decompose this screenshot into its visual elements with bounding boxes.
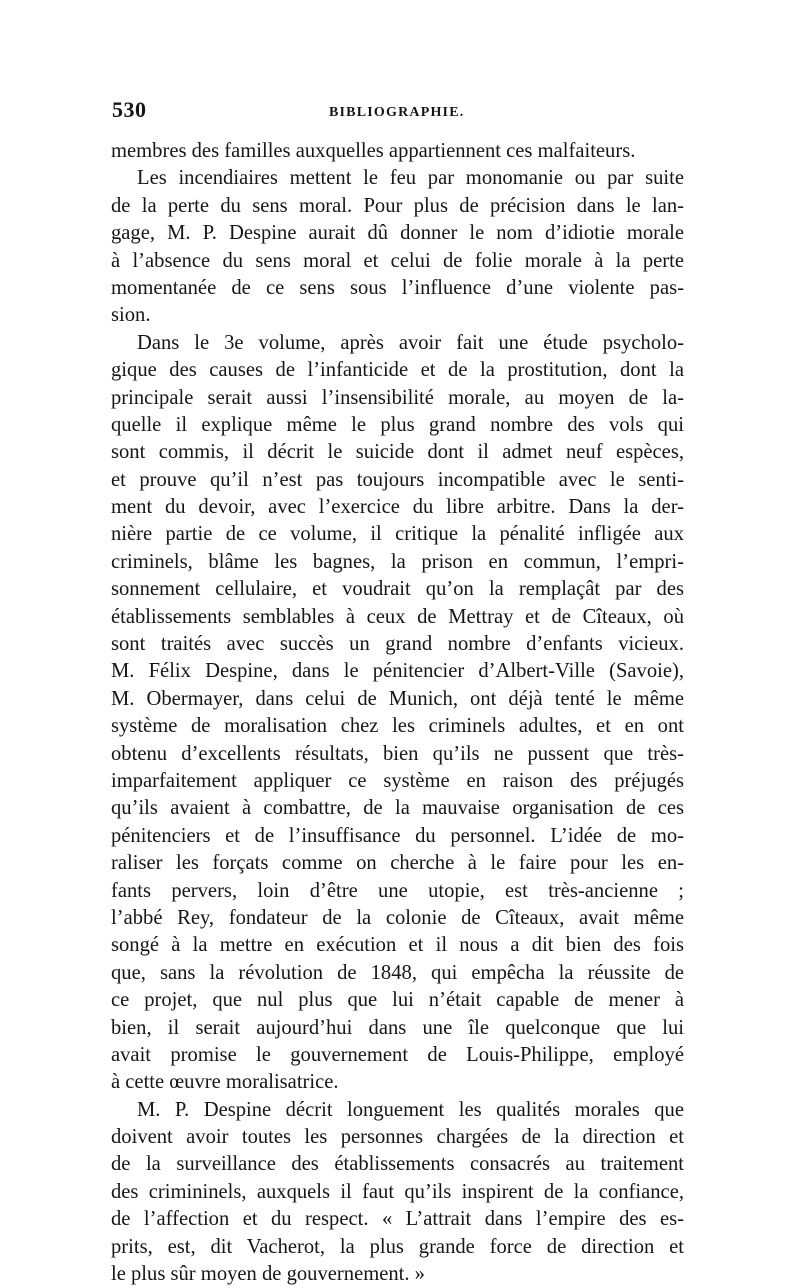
text-line: gage, M. P. Despine aurait dû donner le nom d’idiotie morale — [111, 222, 684, 245]
text-line: bien, il serait aujourd’hui dans une île quelconque que lui — [111, 1016, 684, 1039]
text-line: qu’ils avaient à combattre, de la mauvaise organisation de ces — [111, 797, 684, 820]
text-line: de l’affection et du respect. « L’attrait dans l’empire des es- — [111, 1208, 684, 1231]
text-line: Dans le 3e volume, après avoir fait une étude psycholo- — [137, 331, 684, 354]
text-line: M. Félix Despine, dans le pénitencier d’Albert-Ville (Savoie), — [111, 660, 684, 683]
text-line: avait promise le gouvernement de Louis-Philippe, employé — [111, 1043, 684, 1066]
text-line: sonnement cellulaire, et voudrait qu’on la remplaçât par des — [111, 578, 684, 601]
text-line: sont traités avec succès un grand nombre d’enfants vicieux. — [111, 633, 684, 656]
text-line: gique des causes de l’infanticide et de la prostitution, dont la — [111, 359, 684, 382]
text-line: M. P. Despine décrit longuement les qualités morales que — [137, 1098, 684, 1121]
text-line: à cette œuvre moralisatrice. — [111, 1071, 339, 1094]
paragraph — [111, 1097, 684, 1288]
running-head: BIBLIOGRAPHIE. — [329, 105, 465, 120]
text-line: pénitenciers et de l’insuffisance du personnel. L’idée de mo- — [111, 824, 684, 847]
text-line: système de moralisation chez les criminels adultes, et en ont — [111, 715, 684, 738]
text-line: établissements semblables à ceux de Mettray et de Cîteaux, où — [111, 605, 684, 628]
text-line: ce projet, que nul plus que lui n’était capable de mener à — [111, 989, 684, 1012]
text-line: à l’absence du sens moral et celui de folie morale à la perte — [111, 249, 684, 272]
text-line: obtenu d’excellents résultats, bien qu’ils ne pussent que très- — [111, 742, 684, 765]
text-line: de la perte du sens moral. Pour plus de précision dans le lan- — [111, 194, 684, 217]
paragraph — [111, 165, 684, 329]
text-line: M. Obermayer, dans celui de Munich, ont déjà tenté le même — [111, 687, 684, 710]
text-line: fants pervers, loin d’être une utopie, est très-ancienne ; — [111, 879, 684, 902]
text-line: raliser les forçats comme on cherche à le faire pour les en- — [111, 852, 684, 875]
text-line: quelle il explique même le plus grand nombre des vols qui — [111, 413, 684, 436]
text-line: imparfaitement appliquer ce système en raison des préjugés — [111, 769, 684, 792]
paragraph — [111, 138, 684, 165]
page-header — [111, 92, 684, 132]
text-line: nière partie de ce volume, il critique la pénalité infligée aux — [111, 523, 684, 546]
paragraph — [111, 330, 684, 1097]
text-line: membres des familles auxquelles appartiennent ces malfaiteurs. — [111, 140, 636, 162]
text-line: que, sans la révolution de 1848, qui empêcha la réussite de — [111, 961, 684, 984]
text-line: de la surveillance des établissements consacrés au traitement — [111, 1153, 684, 1176]
text-line: et prouve qu’il n’est pas toujours incompatible avec le senti- — [111, 468, 684, 491]
text-line: l’abbé Rey, fondateur de la colonie de Cîteaux, avait même — [111, 906, 684, 929]
page-number: 530 — [112, 97, 147, 122]
text-line: prits, est, dit Vacherot, la plus grande force de direction et — [111, 1235, 684, 1258]
text-line: Les incendiaires mettent le feu par monomanie ou par suite — [137, 167, 684, 190]
book-page — [111, 92, 684, 1288]
text-line: sont commis, il décrit le suicide dont il admet neuf espèces, — [111, 441, 684, 464]
text-line: ment du devoir, avec l’exercice du libre arbitre. Dans la der- — [111, 496, 684, 519]
text-line: momentanée de ce sens sous l’influence d’une violente pas- — [111, 276, 684, 299]
text-line: doivent avoir toutes les personnes chargées de la direction et — [111, 1126, 684, 1149]
text-line: le plus sûr moyen de gouvernement. » — [111, 1263, 425, 1286]
text-line: sion. — [111, 304, 151, 327]
body-text — [111, 138, 684, 1288]
text-line: criminels, blâme les bagnes, la prison en commun, l’empri- — [111, 550, 684, 573]
text-line: principale serait aussi l’insensibilité morale, au moyen de la- — [111, 386, 684, 409]
text-line: des crimininels, auxquels il faut qu’ils inspirent de la confiance, — [111, 1180, 684, 1203]
text-line: songé à la mettre en exécution et il nous a dit bien des fois — [111, 934, 684, 957]
